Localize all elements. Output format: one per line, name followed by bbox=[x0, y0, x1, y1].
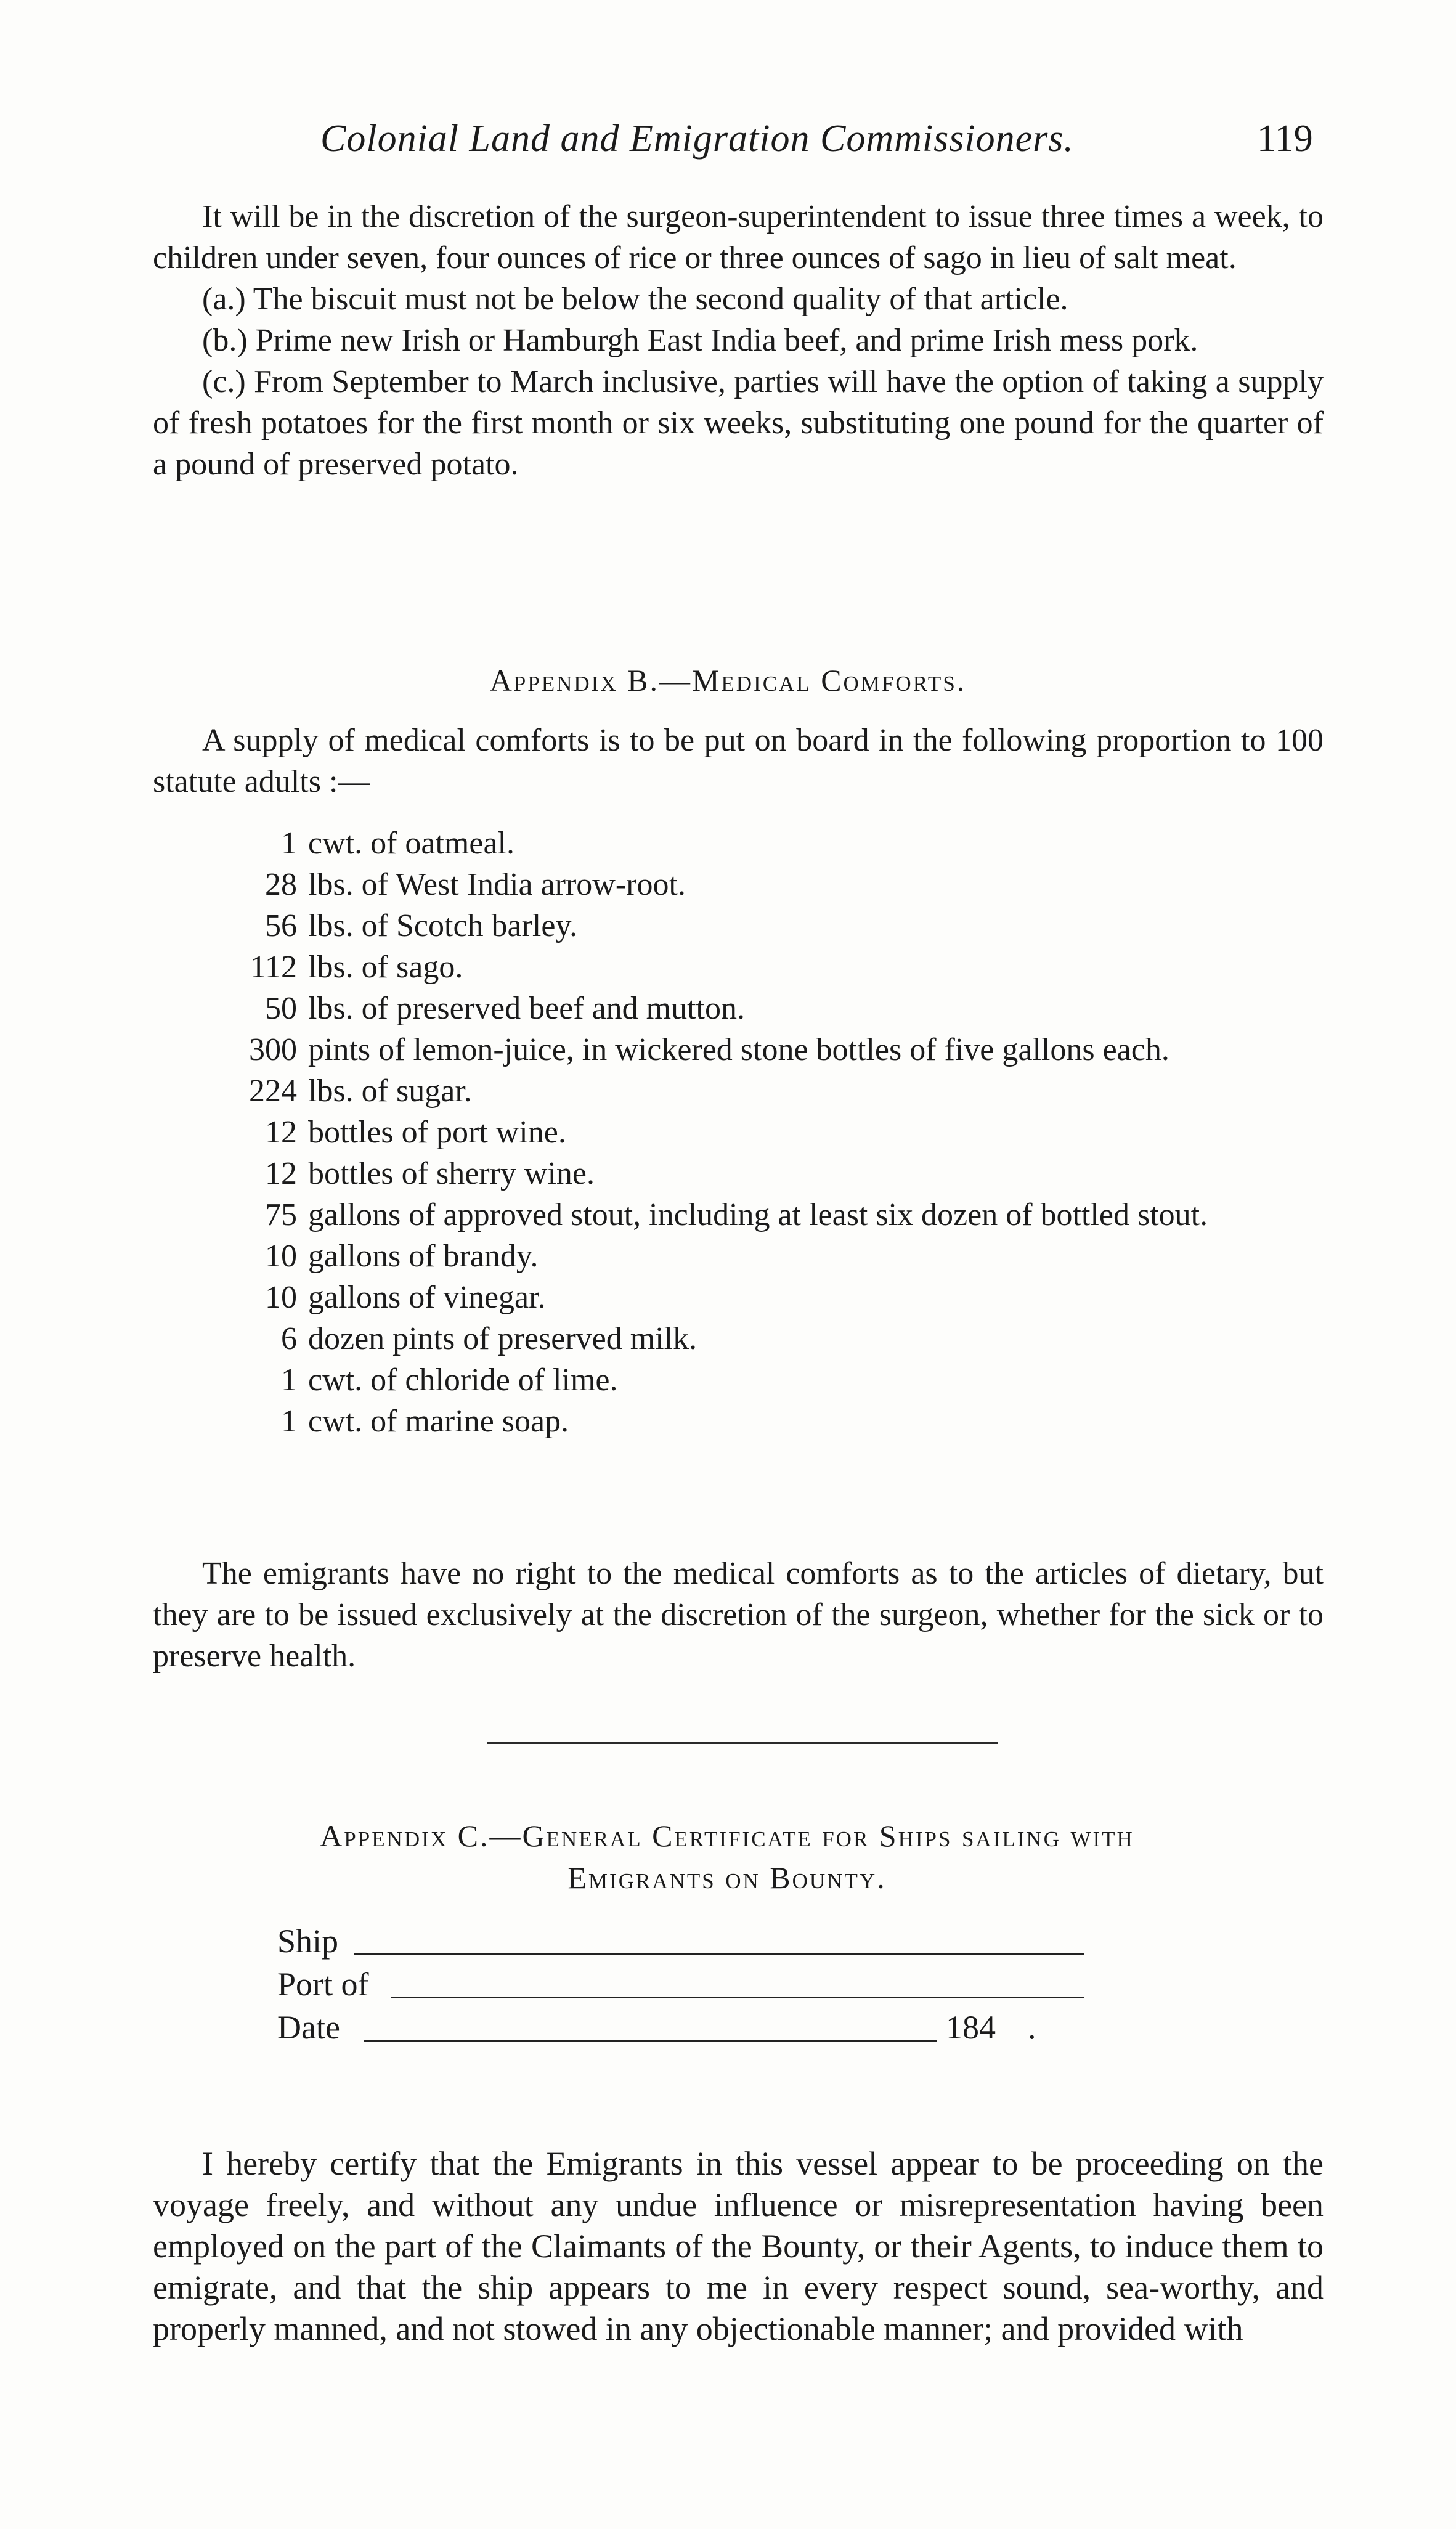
item-text: gallons of approved stout, including at least six dozen of bottled stout. bbox=[308, 1197, 1208, 1232]
item-text: bottles of sherry wine. bbox=[308, 1156, 595, 1191]
item-text: lbs. of sago. bbox=[308, 950, 463, 985]
item-quantity: 1 bbox=[281, 1362, 297, 1398]
port-label: Port of bbox=[277, 1966, 369, 2003]
item-text: cwt. of marine soap. bbox=[308, 1404, 569, 1439]
list-item bbox=[222, 905, 1331, 947]
item-quantity: 10 bbox=[265, 1280, 297, 1315]
running-title: Colonial Land and Emigration Commissioners. bbox=[320, 118, 1074, 160]
appendix-c-heading bbox=[203, 1815, 1251, 1899]
certificate-text-block bbox=[153, 2143, 1324, 2350]
list-item bbox=[222, 1401, 1331, 1442]
item-quantity: 50 bbox=[265, 991, 297, 1026]
running-head bbox=[0, 117, 1456, 173]
appendix-b-heading: Appendix B.—Medical Comforts. bbox=[489, 663, 967, 698]
appendix-c-heading-line-2: Emigrants on Bounty. bbox=[567, 1860, 887, 1895]
section-divider bbox=[487, 1742, 998, 1744]
note-c: (c.) From September to March inclusive, parties will have the option of taking a supply of fresh potatoes for the first month or six weeks, substituting one pound for the quarter of a pound of preserved potato. bbox=[153, 364, 1324, 482]
item-text: pints of lemon-juice, in wickered stone bottles of five gallons each. bbox=[308, 1032, 1169, 1067]
item-text: lbs. of West India arrow-root. bbox=[308, 867, 686, 902]
item-quantity: 56 bbox=[265, 908, 297, 943]
certificate-form bbox=[277, 1920, 1202, 2049]
item-quantity: 28 bbox=[265, 867, 297, 902]
opening-paragraph: It will be in the discretion of the surgeon-superintendent to issue three times a week, to children under seven, four ounces of rice or three ounces of sago in lieu of salt meat. bbox=[153, 199, 1324, 275]
item-text: gallons of brandy. bbox=[308, 1239, 539, 1274]
ship-blank-line bbox=[354, 1953, 1084, 1955]
list-item bbox=[222, 1318, 1331, 1359]
item-quantity: 10 bbox=[265, 1239, 297, 1274]
item-quantity: 1 bbox=[281, 826, 297, 861]
list-item bbox=[222, 1153, 1331, 1194]
item-text: dozen pints of preserved milk. bbox=[308, 1321, 697, 1356]
item-quantity: 112 bbox=[250, 950, 297, 985]
ship-label: Ship bbox=[277, 1923, 339, 1960]
date-label: Date bbox=[277, 2009, 340, 2046]
item-text: gallons of vinegar. bbox=[308, 1280, 546, 1315]
date-year: 184 bbox=[946, 2009, 996, 2046]
ship-row bbox=[277, 1920, 1202, 1963]
note-a: (a.) The biscuit must not be below the second quality of that article. bbox=[202, 282, 1068, 317]
list-item bbox=[222, 1194, 1331, 1236]
list-item bbox=[222, 1029, 1331, 1070]
item-quantity: 75 bbox=[265, 1197, 297, 1232]
list-item bbox=[222, 1277, 1331, 1318]
list-item bbox=[222, 1359, 1331, 1401]
list-item bbox=[222, 1070, 1331, 1112]
item-text: lbs. of Scotch barley. bbox=[308, 908, 578, 943]
list-item bbox=[222, 1236, 1331, 1277]
list-item bbox=[222, 864, 1331, 905]
item-quantity: 1 bbox=[281, 1404, 297, 1439]
appendix-b-intro: A supply of medical comforts is to be put on board in the following proportion to 100 statute adults :— bbox=[153, 723, 1324, 799]
item-quantity: 300 bbox=[249, 1032, 297, 1067]
appendix-c-heading-line-1: Appendix C.—General Certificate for Ships sailing with bbox=[320, 1818, 1134, 1853]
port-row bbox=[277, 1963, 1202, 2006]
medical-comforts-list bbox=[222, 823, 1331, 1442]
appendix-b-intro-block bbox=[153, 720, 1324, 802]
item-text: lbs. of preserved beef and mutton. bbox=[308, 991, 746, 1026]
list-item bbox=[222, 988, 1331, 1029]
appendix-b-closing-block bbox=[153, 1553, 1324, 1677]
note-b: (b.) Prime new Irish or Hamburgh East India beef, and prime Irish mess pork. bbox=[202, 323, 1198, 358]
date-row bbox=[277, 2006, 1202, 2049]
date-blank-line bbox=[364, 2040, 937, 2042]
item-quantity: 12 bbox=[265, 1115, 297, 1150]
item-text: bottles of port wine. bbox=[308, 1115, 566, 1150]
list-item bbox=[222, 947, 1331, 988]
appendix-b-closing: The emigrants have no right to the medical comforts as to the articles of dietary, but they are to be issued exclusively at the discretion of the surgeon, whether for the sick or to preserve health. bbox=[153, 1556, 1324, 1674]
item-quantity: 6 bbox=[281, 1321, 297, 1356]
item-quantity: 224 bbox=[249, 1073, 297, 1109]
list-item bbox=[222, 1112, 1331, 1153]
dietary-notes bbox=[153, 196, 1324, 485]
certificate-text: I hereby certify that the Emigrants in this vessel appear to be proceeding on the voyage freely, and without any undue influence or misrepresentation having been employed on the part of the Claimants of the Bounty, or their Agents, to induce them to emigrate, and that the ship appears to me in every respect sound, sea-worthy, and properly manned, and not stowed in any objectionable manner; and provided with bbox=[153, 2145, 1324, 2347]
list-item bbox=[222, 823, 1331, 864]
item-text: cwt. of chloride of lime. bbox=[308, 1362, 618, 1398]
date-year-dot: . bbox=[1028, 2009, 1036, 2046]
item-text: lbs. of sugar. bbox=[308, 1073, 472, 1109]
item-text: cwt. of oatmeal. bbox=[308, 826, 514, 861]
page-number: 119 bbox=[1257, 118, 1313, 160]
item-quantity: 12 bbox=[265, 1156, 297, 1191]
port-blank-line bbox=[391, 1997, 1084, 1998]
